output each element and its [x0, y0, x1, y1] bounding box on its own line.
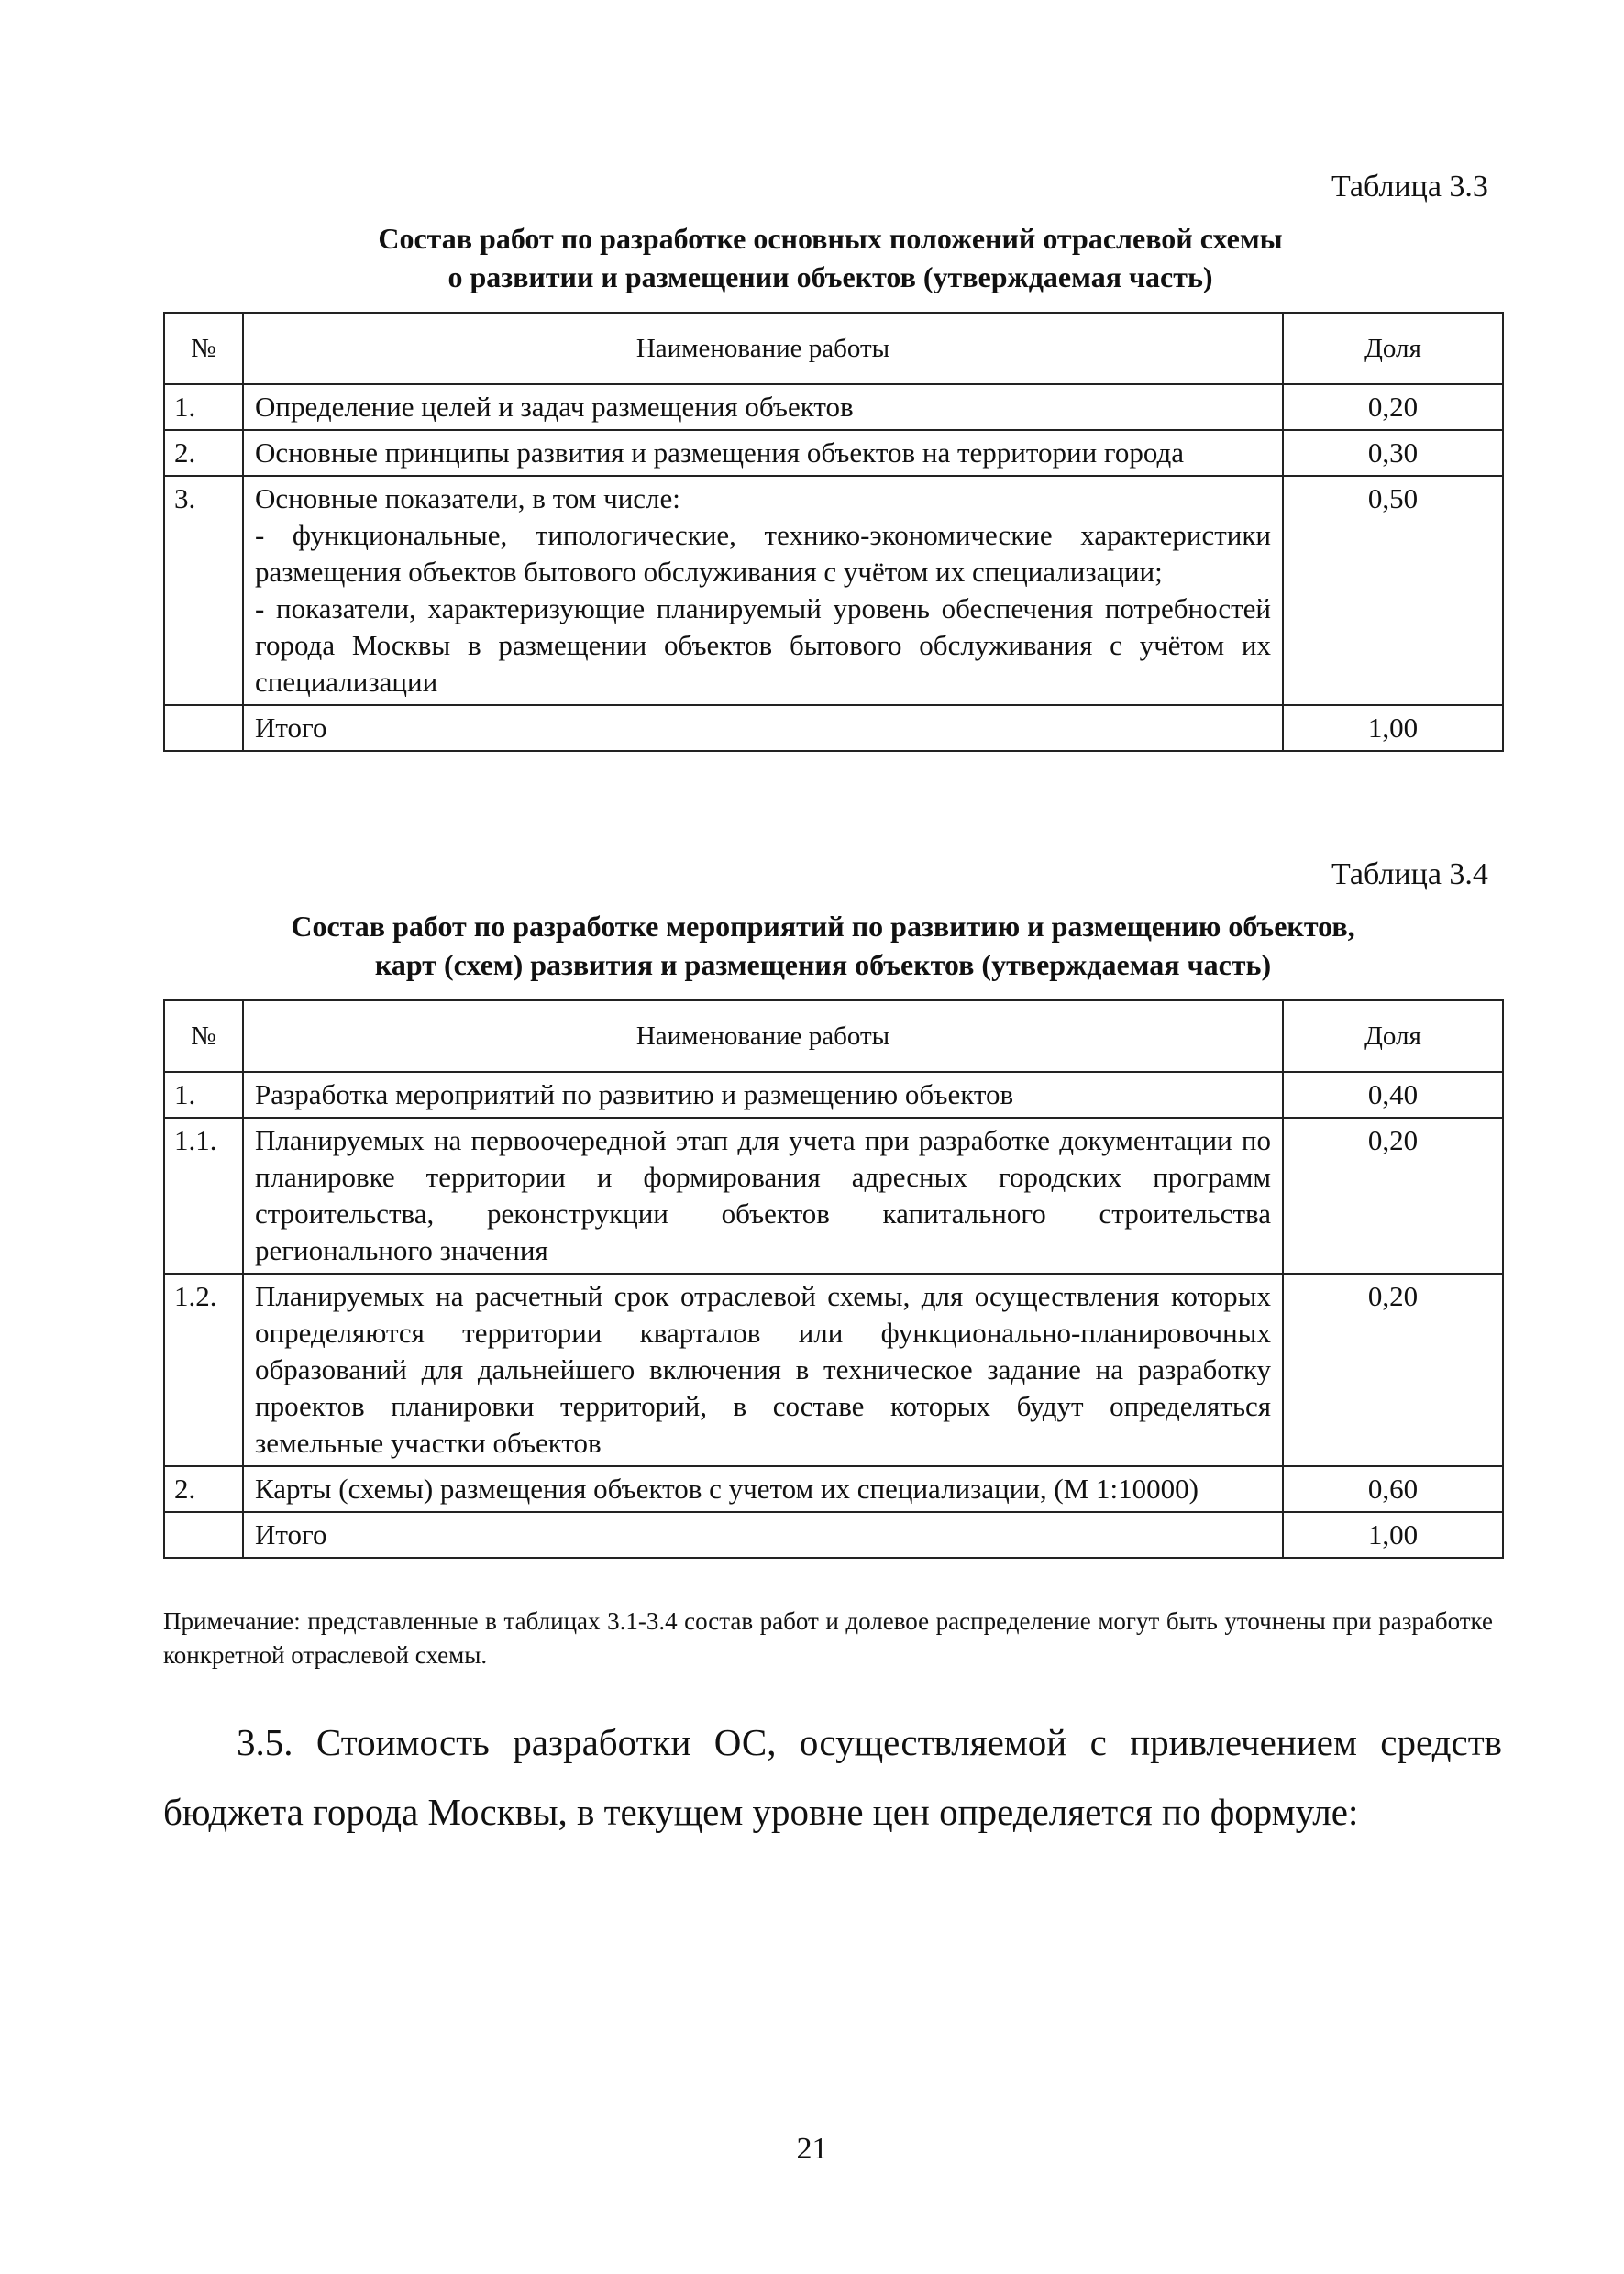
table-3-4-title-line2: карт (схем) развития и размещения объектов (утверждаемая часть) — [374, 948, 1272, 981]
table-row — [164, 476, 1503, 705]
row-share: 0,20 — [1283, 384, 1503, 430]
row-num: 1.2. — [164, 1274, 243, 1466]
total-label: Итого — [243, 705, 1283, 751]
table-3-3 — [163, 312, 1504, 752]
row-subitem: - функциональные, типологические, технико-экономические характеристики размещения объектов бытового обслуживания с учётом их специализации; — [255, 519, 1271, 588]
row-share: 0,20 — [1283, 1274, 1503, 1466]
header-share: Доля — [1283, 313, 1503, 384]
row-name: Основные принципы развития и размещения объектов на территории города — [243, 430, 1283, 476]
table-3-3-title-line2: о развитии и размещении объектов (утверждаемая часть) — [447, 260, 1213, 293]
header-num: № — [164, 1000, 243, 1072]
table-row — [164, 384, 1503, 430]
row-num: 2. — [164, 430, 243, 476]
table-3-4-label: Таблица 3.4 — [1331, 857, 1488, 891]
table-row — [164, 1274, 1503, 1466]
section-3-5-paragraph: 3.5. Стоимость разработки ОС, осуществляемой с привлечением средств бюджета города Москвы, в текущем уровне цен определяется по формуле: — [163, 1721, 1502, 1833]
row-num: 1. — [164, 1072, 243, 1118]
row-share: 0,20 — [1283, 1118, 1503, 1274]
total-share: 1,00 — [1283, 705, 1503, 751]
row-name-block — [243, 476, 1283, 705]
table-3-3-label: Таблица 3.3 — [1331, 170, 1488, 204]
table-total-row — [164, 705, 1503, 751]
row-share: 0,40 — [1283, 1072, 1503, 1118]
row-name: Карты (схемы) размещения объектов с учетом их специализации, (М 1:10000) — [243, 1466, 1283, 1512]
table-3-3-title-line1: Состав работ по разработке основных положений отраслевой схемы — [378, 222, 1283, 255]
table-row — [164, 1118, 1503, 1274]
header-share: Доля — [1283, 1000, 1503, 1072]
table-header-row — [164, 313, 1503, 384]
row-num: 3. — [164, 476, 243, 705]
row-name: Разработка мероприятий по развитию и размещению объектов — [243, 1072, 1283, 1118]
row-name: Планируемых на расчетный срок отраслевой схемы, для осуществления которых определяются территории кварталов или функционально-планировочных образований для дальнейшего включения в техническое задание на разработку проектов планировки территорий, в составе которых будут определяться земельные участки объектов — [243, 1274, 1283, 1466]
row-num: 1.1. — [164, 1118, 243, 1274]
table-3-4-title-line1: Состав работ по разработке мероприятий по развитию и размещению объектов, — [291, 910, 1355, 943]
row-share: 0,30 — [1283, 430, 1503, 476]
total-empty-cell — [164, 1512, 243, 1558]
total-share: 1,00 — [1283, 1512, 1503, 1558]
row-share: 0,60 — [1283, 1466, 1503, 1512]
row-share: 0,50 — [1283, 476, 1503, 705]
table-row — [164, 1072, 1503, 1118]
note-text: Примечание: представленные в таблицах 3.1-3.4 состав работ и долевое распределение могут быть уточнены при разработке конкретной отраслевой схемы. — [163, 1607, 1493, 1669]
header-name: Наименование работы — [243, 313, 1283, 384]
total-empty-cell — [164, 705, 243, 751]
table-row — [164, 430, 1503, 476]
table-total-row — [164, 1512, 1503, 1558]
table-header-row — [164, 1000, 1503, 1072]
header-name: Наименование работы — [243, 1000, 1283, 1072]
total-label: Итого — [243, 1512, 1283, 1558]
row-name: Основные показатели, в том числе: — [255, 482, 680, 514]
row-subitem: - показатели, характеризующие планируемый уровень обеспечения потребностей города Москвы в размещении объектов бытового обслуживания с учётом их специализации — [255, 592, 1271, 698]
row-name: Определение целей и задач размещения объектов — [243, 384, 1283, 430]
row-num: 1. — [164, 384, 243, 430]
table-row — [164, 1466, 1503, 1512]
row-name: Планируемых на первоочередной этап для учета при разработке документации по планировке территории и формирования адресных городских программ строительства, реконструкции объектов капитального строительства регионального значения — [243, 1118, 1283, 1274]
header-num: № — [164, 313, 243, 384]
table-3-4 — [163, 999, 1504, 1559]
row-num: 2. — [164, 1466, 243, 1512]
page-number: 21 — [796, 2132, 828, 2166]
